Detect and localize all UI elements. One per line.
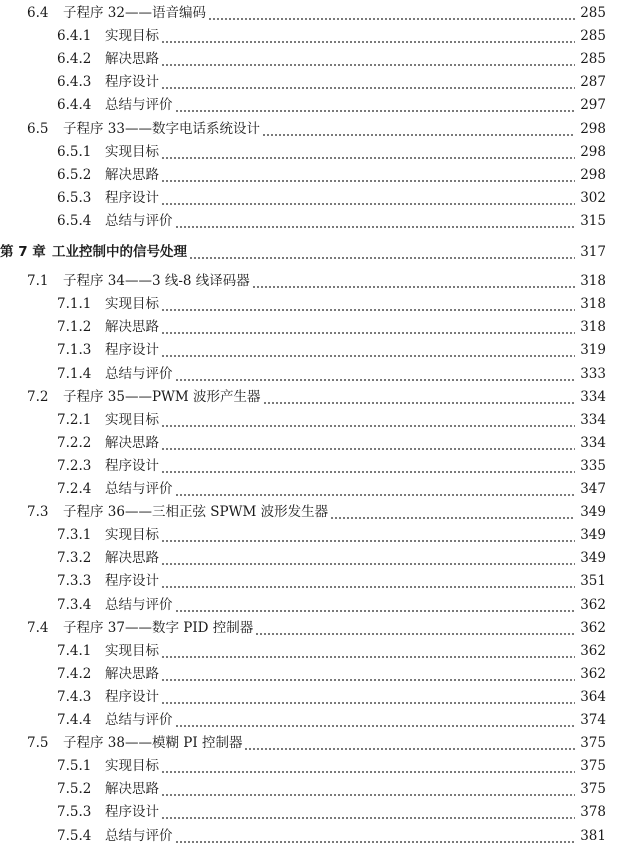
entry-number: 7.2.2: [57, 434, 92, 451]
entry-page-number: 319: [580, 342, 606, 359]
entry-page-number: 375: [580, 758, 606, 775]
entry-number: 7.4.3: [57, 688, 92, 705]
subsection-entry[interactable]: [0, 363, 620, 385]
subsection-entry[interactable]: [0, 187, 620, 209]
dot-leader: [161, 524, 575, 546]
section-entry[interactable]: [0, 2, 620, 24]
entry-number: 7.5: [27, 735, 49, 752]
section-entry[interactable]: [0, 617, 620, 639]
dot-leader: [161, 640, 575, 662]
dot-leader: [161, 187, 575, 209]
entry-number: 6.4.3: [57, 74, 92, 91]
subsection-entry[interactable]: [0, 640, 620, 662]
entry-title: 解决思路: [105, 319, 159, 336]
dot-leader: [262, 118, 575, 140]
entry-page-number: 351: [580, 573, 606, 590]
entry-page-number: 315: [580, 212, 606, 229]
entry-number: 6.5.3: [57, 189, 92, 206]
entry-title: 实现目标: [105, 143, 159, 160]
entry-page-number: 298: [580, 166, 606, 183]
dot-leader: [161, 409, 575, 431]
entry-title: 子程序 32——语音编码: [63, 5, 206, 21]
entry-number: 7.1.4: [57, 365, 92, 382]
entry-number: 7.4.1: [57, 642, 92, 659]
entry-title: 总结与评价: [105, 97, 173, 114]
section-entry[interactable]: [0, 501, 620, 523]
section-entry[interactable]: [0, 386, 620, 408]
entry-title: 工业控制中的信号处理: [52, 244, 187, 260]
entry-title: 总结与评价: [105, 596, 173, 613]
dot-leader: [263, 386, 575, 408]
entry-title: 子程序 38——模糊 PI 控制器: [63, 735, 243, 752]
entry-number: 7.5.2: [57, 781, 92, 798]
entry-number: 7.2: [27, 388, 49, 405]
dot-leader: [161, 48, 575, 70]
dot-leader: [161, 316, 575, 338]
subsection-entry[interactable]: [0, 778, 620, 800]
dot-leader: [161, 663, 575, 685]
chapter-entry[interactable]: [0, 241, 620, 263]
dot-leader: [175, 94, 576, 116]
entry-title: 总结与评价: [105, 365, 173, 382]
subsection-entry[interactable]: [0, 594, 620, 616]
dot-leader: [252, 270, 575, 292]
dot-leader: [161, 570, 575, 592]
dot-leader: [161, 455, 575, 477]
entry-number: 6.4.1: [57, 28, 92, 45]
entry-number: 7.4.4: [57, 712, 92, 728]
subsection-entry[interactable]: [0, 755, 620, 777]
entry-page-number: 362: [580, 665, 606, 682]
subsection-entry[interactable]: [0, 164, 620, 186]
subsection-entry[interactable]: [0, 478, 620, 500]
entry-title: 程序设计: [105, 457, 159, 474]
entry-page-number: 378: [580, 804, 606, 821]
entry-page-number: 349: [580, 550, 606, 567]
dot-leader: [161, 293, 575, 315]
entry-page-number: 298: [580, 120, 606, 137]
entry-number: 7.2.1: [57, 411, 92, 428]
entry-number: 7.5.3: [57, 804, 92, 821]
dot-leader: [175, 363, 576, 385]
entry-page-number: 318: [580, 319, 606, 336]
entry-title: 总结与评价: [105, 212, 173, 229]
entry-number: 第 7 章: [0, 244, 46, 260]
entry-title: 子程序 37——数字 PID 控制器: [63, 619, 254, 636]
subsection-entry[interactable]: [0, 409, 620, 431]
subsection-entry[interactable]: [0, 71, 620, 93]
dot-leader: [330, 501, 575, 523]
entry-page-number: 333: [580, 365, 606, 382]
dot-leader: [175, 210, 576, 232]
entry-page-number: 349: [580, 527, 606, 544]
entry-title: 实现目标: [105, 28, 159, 45]
entry-number: 7.1.2: [57, 319, 92, 336]
subsection-entry[interactable]: [0, 48, 620, 70]
dot-leader: [161, 71, 575, 93]
subsection-entry[interactable]: [0, 686, 620, 708]
entry-page-number: 362: [580, 596, 606, 613]
subsection-entry[interactable]: [0, 547, 620, 569]
entry-number: 7.3.2: [57, 550, 92, 567]
entry-title: 总结与评价: [105, 481, 173, 497]
entry-number: 7.2.4: [57, 481, 92, 497]
entry-number: 6.5.2: [57, 166, 92, 183]
dot-leader: [161, 164, 575, 186]
entry-number: 6.5: [27, 120, 49, 137]
subsection-entry[interactable]: [0, 524, 620, 546]
entry-page-number: 318: [580, 273, 606, 290]
subsection-entry[interactable]: [0, 210, 620, 232]
entry-page-number: 287: [580, 74, 606, 91]
entry-title: 实现目标: [105, 527, 159, 544]
entry-title: 解决思路: [105, 51, 159, 68]
entry-number: 7.5.4: [57, 827, 92, 844]
entry-title: 子程序 34——3 线-8 线译码器: [63, 273, 250, 290]
entry-page-number: 297: [580, 97, 606, 114]
subsection-entry[interactable]: [0, 25, 620, 47]
subsection-entry[interactable]: [0, 663, 620, 685]
dot-leader: [161, 432, 575, 454]
dot-leader: [161, 547, 575, 569]
entry-number: 6.5.4: [57, 212, 92, 229]
dot-leader: [161, 778, 575, 800]
entry-title: 实现目标: [105, 642, 159, 659]
entry-page-number: 285: [580, 51, 606, 68]
dot-leader: [189, 241, 575, 263]
entry-page-number: 381: [580, 827, 606, 844]
entry-title: 子程序 35——PWM 波形产生器: [63, 388, 261, 405]
entry-number: 7.5.1: [57, 758, 92, 775]
entry-page-number: 298: [580, 143, 606, 160]
entry-number: 7.1.3: [57, 342, 92, 359]
entry-number: 7.3.4: [57, 596, 92, 613]
entry-title: 总结与评价: [105, 827, 173, 844]
entry-page-number: 334: [580, 434, 606, 451]
dot-leader: [161, 801, 575, 823]
subsection-entry[interactable]: [0, 339, 620, 361]
dot-leader: [161, 339, 575, 361]
entry-number: 7.1: [27, 273, 49, 290]
entry-number: 6.4.4: [57, 97, 92, 114]
entry-number: 7.1.1: [57, 296, 92, 313]
entry-title: 解决思路: [105, 166, 159, 183]
entry-number: 6.5.1: [57, 143, 92, 160]
entry-title: 程序设计: [105, 804, 159, 821]
entry-title: 实现目标: [105, 296, 159, 313]
entry-page-number: 364: [580, 688, 606, 705]
entry-title: 解决思路: [105, 665, 159, 682]
entry-page-number: 334: [580, 388, 606, 405]
entry-page-number: 349: [580, 504, 606, 521]
dot-leader: [175, 825, 576, 847]
entry-number: 7.4: [27, 619, 49, 636]
dot-leader: [244, 732, 575, 754]
entry-page-number: 362: [580, 642, 606, 659]
entry-title: 实现目标: [105, 411, 159, 428]
subsection-entry[interactable]: [0, 316, 620, 338]
subsection-entry[interactable]: [0, 570, 620, 592]
entry-title: 解决思路: [105, 434, 159, 451]
entry-number: 7.2.3: [57, 457, 92, 474]
entry-title: 程序设计: [105, 189, 159, 206]
entry-page-number: 285: [580, 28, 606, 45]
entry-title: 程序设计: [105, 342, 159, 359]
subsection-entry[interactable]: [0, 94, 620, 116]
subsection-entry[interactable]: [0, 801, 620, 823]
dot-leader: [175, 478, 576, 500]
entry-number: 7.3.1: [57, 527, 92, 544]
entry-title: 解决思路: [105, 550, 159, 567]
entry-title: 程序设计: [105, 688, 159, 705]
entry-page-number: 335: [580, 457, 606, 474]
entry-number: 6.4: [27, 5, 49, 21]
dot-leader: [161, 25, 575, 47]
section-entry[interactable]: [0, 118, 620, 140]
subsection-entry[interactable]: [0, 709, 620, 731]
entry-title: 程序设计: [105, 573, 159, 590]
subsection-entry[interactable]: [0, 141, 620, 163]
entry-page-number: 318: [580, 296, 606, 313]
dot-leader: [161, 141, 575, 163]
entry-page-number: 317: [580, 244, 606, 260]
entry-page-number: 374: [580, 712, 606, 728]
entry-title: 程序设计: [105, 74, 159, 91]
dot-leader: [208, 2, 575, 24]
entry-title: 子程序 33——数字电话系统设计: [63, 120, 260, 137]
entry-number: 7.3: [27, 504, 49, 521]
entry-number: 7.4.2: [57, 665, 92, 682]
subsection-entry[interactable]: [0, 293, 620, 315]
dot-leader: [161, 755, 575, 777]
entry-page-number: 375: [580, 781, 606, 798]
entry-title: 总结与评价: [105, 712, 173, 728]
entry-page-number: 362: [580, 619, 606, 636]
subsection-entry[interactable]: [0, 432, 620, 454]
dot-leader: [161, 686, 575, 708]
entry-title: 解决思路: [105, 781, 159, 798]
entry-page-number: 347: [580, 481, 606, 497]
dot-leader: [175, 594, 576, 616]
entry-page-number: 375: [580, 735, 606, 752]
dot-leader: [175, 709, 576, 731]
entry-number: 6.4.2: [57, 51, 92, 68]
subsection-entry[interactable]: [0, 825, 620, 847]
entry-page-number: 334: [580, 411, 606, 428]
section-entry[interactable]: [0, 270, 620, 292]
entry-number: 7.3.3: [57, 573, 92, 590]
entry-page-number: 285: [580, 5, 606, 21]
subsection-entry[interactable]: [0, 455, 620, 477]
entry-title: 子程序 36——三相正弦 SPWM 波形发生器: [63, 504, 329, 521]
dot-leader: [255, 617, 575, 639]
entry-title: 实现目标: [105, 758, 159, 775]
entry-page-number: 302: [580, 189, 606, 206]
section-entry[interactable]: [0, 732, 620, 754]
